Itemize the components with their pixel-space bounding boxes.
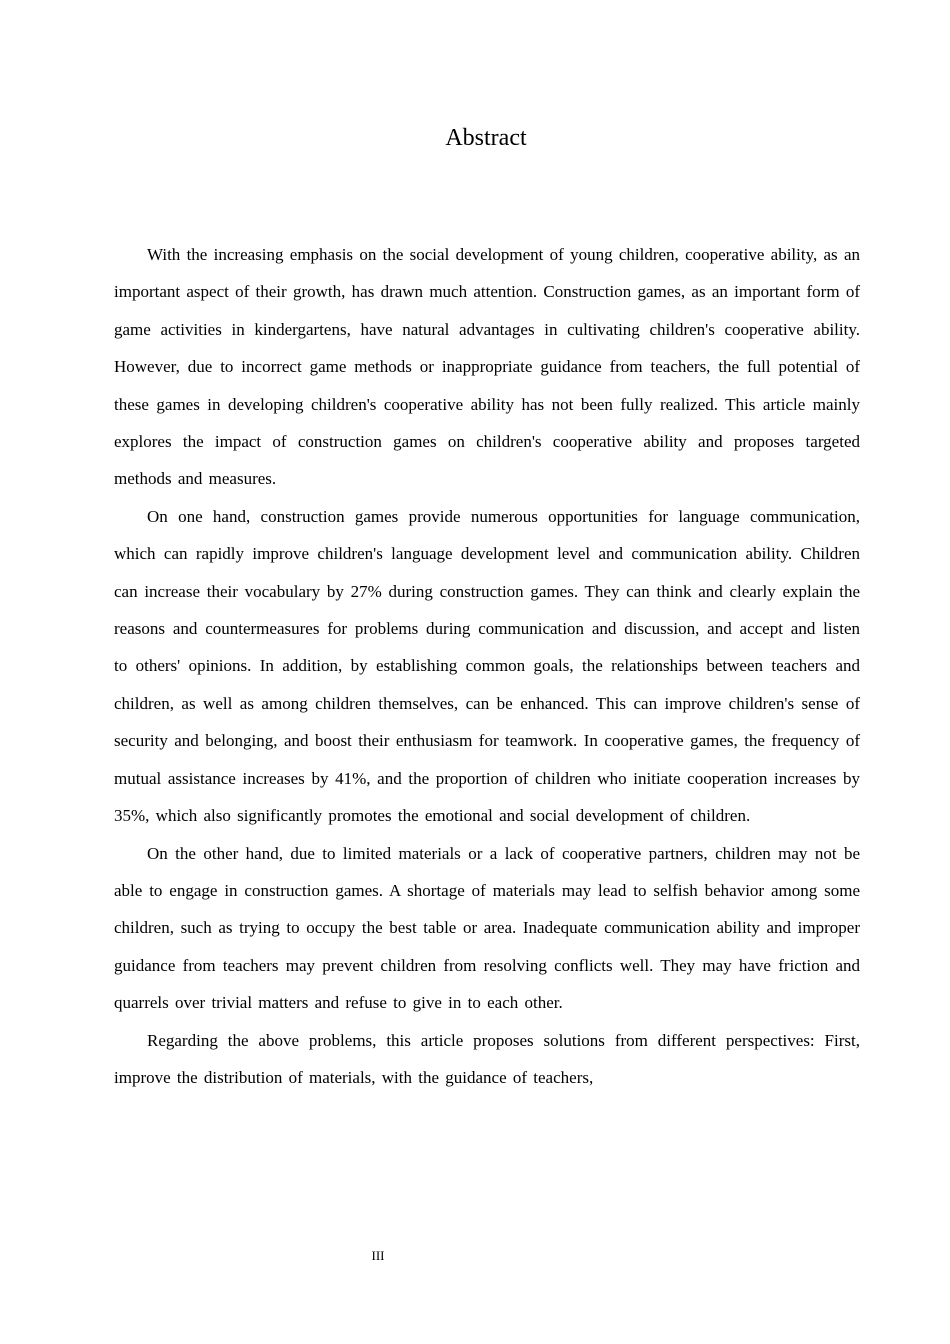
paragraph-1: With the increasing emphasis on the social development of young children, cooperative ability, as an important aspect of their growth, has drawn much attention. Construction games, as an important form of game activities in kindergartens, have natural advantages in cultivating children's cooperative ability. However, due to incorrect game methods or inappropriate guidance from teachers, the full potential of these games in developing children's cooperative ability has not been fully realized. This article mainly explores the impact of construction games on children's cooperative ability and proposes targeted methods and measures. <box>114 245 860 489</box>
paragraph-4: Regarding the above problems, this article proposes solutions from different perspectives: First, improve the distribution of materials, with the guidance of teachers, <box>114 1030 860 1087</box>
paragraph-3: On the other hand, due to limited materials or a lack of cooperative partners, children may not be able to engage in construction games. A shortage of materials may lead to selfish behavior among some children, such as trying to occupy the best table or area. Inadequate communication ability and improper guidance from teachers may prevent children from resolving conflicts well. They may have friction and quarrels over trivial matters and refuse to give in to each other. <box>114 843 860 1013</box>
abstract-body <box>114 236 860 1096</box>
page-number: III <box>371 1248 385 1263</box>
paragraph-2: On one hand, construction games provide numerous opportunities for language communication, which can rapidly improve children's language development level and communication ability. Children can increase their vocabulary by 27% during construction games. They can think and clearly explain the reasons and countermeasures for problems during communication and discussion, and accept and listen to others' opinions. In addition, by establishing common goals, the relationships between teachers and children, as well as among children themselves, can be enhanced. This can improve children's sense of security and belonging, and boost their enthusiasm for teamwork. In cooperative games, the frequency of mutual assistance increases by 41%, and the proportion of children who initiate cooperation increases by 35%, which also significantly promotes the emotional and social development of children. <box>114 506 860 826</box>
abstract-title: Abstract <box>445 125 527 151</box>
